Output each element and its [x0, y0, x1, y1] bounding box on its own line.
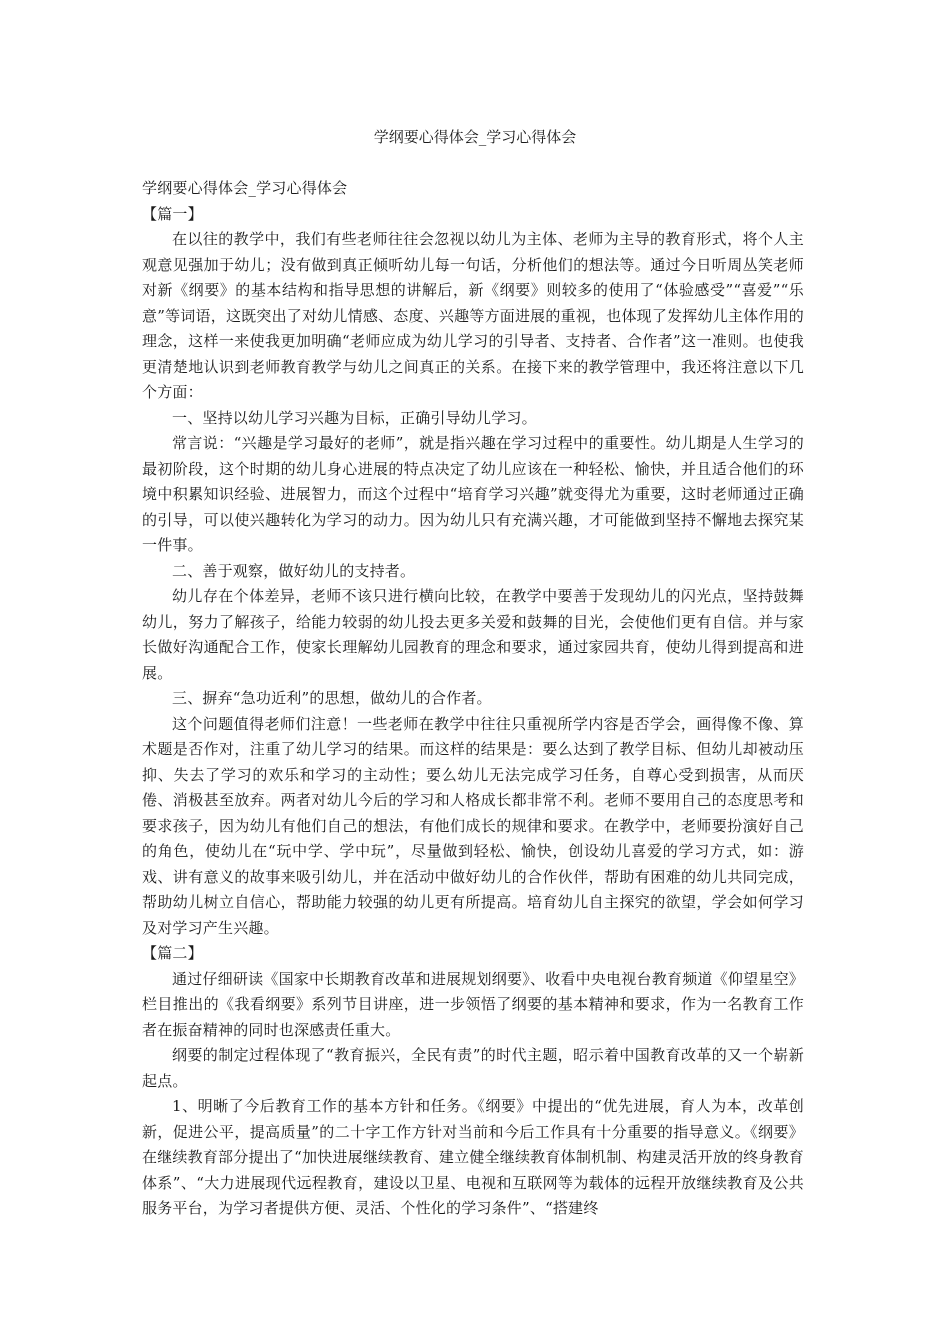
- document-subtitle: 学纲要心得体会_学习心得体会: [142, 179, 348, 197]
- paragraph: 1、明晰了今后教育工作的基本方针和任务。《纲要》中提出的“优先进展，育人为本，改革创新，促进公平，提高质量”的二十字工作方针对当前和今后工作具有十分重要的指导意义。《纲要》在继续教育部分提出了“加快进展继续教育、建立健全继续教育体制机制、构建灵活开放的终身教育体系”、“大力进展现代远程教育，建设以卫星、电视和互联网等为载体的远程开放继续教育及公共服务平台，为学习者提供方便、灵活、个性化的学习条件”、“搭建终: [142, 1097, 804, 1217]
- paragraph: 幼儿存在个体差异，老师不该只进行横向比较，在教学中要善于发现幼儿的闪光点，坚持鼓舞幼儿，努力了解孩子，给能力较弱的幼儿投去更多关爱和鼓舞的目光，会使他们更有自信。并与家长做好沟通配合工作，使家长理解幼儿园教育的理念和要求，通过家园共育，使幼儿得到提高和进展。: [142, 587, 804, 682]
- paragraph: 常言说：“兴趣是学习最好的老师”，就是指兴趣在学习过程中的重要性。幼儿期是人生学习的最初阶段，这个时期的幼儿身心进展的特点决定了幼儿应该在一种轻松、愉快，并且适合他们的环境中积累知识经验、进展智力，而这个过程中“培育学习兴趣”就变得尤为重要，这时老师通过正确的引导，可以使兴趣转化为学习的动力。因为幼儿只有充满兴趣，才可能做到坚持不懈地去探究某一件事。: [142, 434, 804, 554]
- subheading: 一、坚持以幼儿学习兴趣为目标，正确引导幼儿学习。: [172, 408, 537, 427]
- document-title: 学纲要心得体会_学习心得体会: [373, 128, 577, 146]
- document-body: [142, 176, 804, 1222]
- subheading: 三、摒弃“急功近利”的思想，做幼儿的合作者。: [172, 689, 492, 707]
- section-heading-1: 【篇一】: [142, 204, 203, 223]
- section-heading-2: 【篇二】: [142, 944, 203, 962]
- paragraph: 纲要的制定过程体现了“教育振兴，全民有责”的时代主题，昭示着中国教育改革的又一个崭新起点。: [142, 1046, 804, 1090]
- subheading: 二、善于观察，做好幼儿的支持者。: [172, 561, 416, 580]
- paragraph: 在以往的教学中，我们有些老师往往会忽视以幼儿为主体、老师为主导的教育形式，将个人主观意见强加于幼儿；没有做到真正倾听幼儿每一句话，分析他们的想法等。通过今日听周丛笑老师对新《纲要》的基本结构和指导思想的讲解后，新《纲要》则较多的使用了“体验感受”“喜爱”“乐意”等词语，这既突出了对幼儿情感、态度、兴趣等方面进展的重视，也体现了发挥幼儿主体作用的理念，这样一来使我更加明确“老师应成为幼儿学习的引导者、支持者、合作者”这一准则。也使我更清楚地认识到老师教育教学与幼儿之间真正的关系。在接下来的教学管理中，我还将注意以下几个方面：: [142, 230, 804, 401]
- paragraph: 通过仔细研读《国家中长期教育改革和进展规划纲要》、收看中央电视台教育频道《仰望星空》栏目推出的《我看纲要》系列节目讲座，进一步领悟了纲要的基本精神和要求，作为一名教育工作者在振奋精神的同时也深感责任重大。: [142, 969, 804, 1039]
- paragraph: 这个问题值得老师们注意！一些老师在教学中往往只重视所学内容是否学会，画得像不像、算术题是否作对，注重了幼儿学习的结果。而这样的结果是：要么达到了教学目标、但幼儿却被动压抑、失去了学习的欢乐和学习的主动性；要么幼儿无法完成学习任务，自尊心受到损害，从而厌倦、消极甚至放弃。两者对幼儿今后的学习和人格成长都非常不利。老师不要用自己的态度思考和要求孩子，因为幼儿有他们自己的想法，有他们成长的规律和要求。在教学中，老师要扮演好自己的角色，使幼儿在“玩中学、学中玩”，尽量做到轻松、愉快，创设幼儿喜爱的学习方式，如：游戏、讲有意义的故事来吸引幼儿，并在活动中做好幼儿的合作伙伴，帮助有困难的幼儿共同完成，帮助幼儿树立自信心，帮助能力较强的幼儿更有所提高。培育幼儿自主探究的欲望，学会如何学习及对学习产生兴趣。: [142, 714, 804, 937]
